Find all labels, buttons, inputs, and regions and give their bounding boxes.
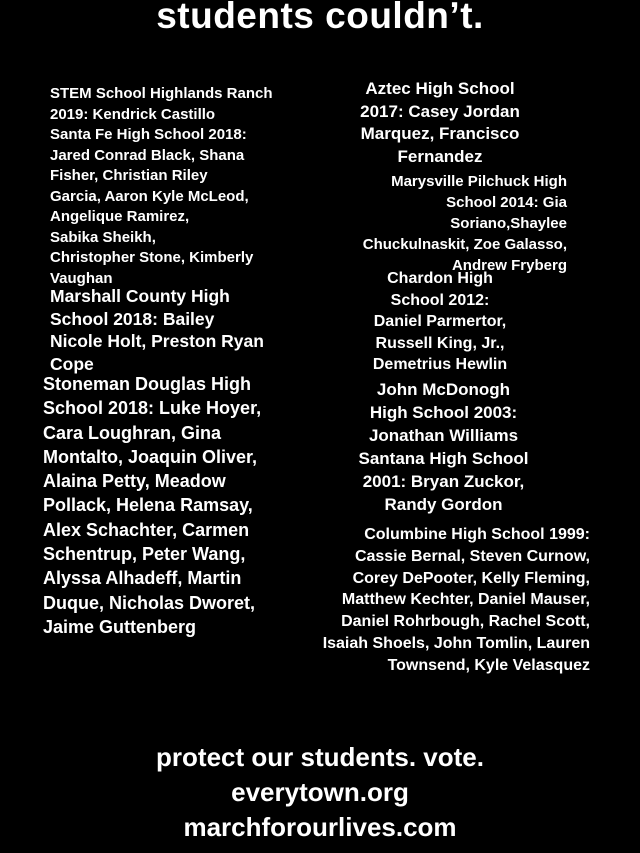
headline: students couldn’t. (156, 0, 484, 36)
victims-block-stoneman-douglas: Stoneman Douglas High School 2018: Luke Hoyer, Cara Loughran, Gina Montalto, Joaquin Oliver, Alaina Petty, Meadow Pollack, Helena Ramsay, Alex Schachter, Carmen Schentrup, Peter Wang, Alyssa Alhadeff, Martin Duque, Nicholas Dworet, Jaime Guttenberg (43, 374, 262, 637)
victims-block-marysville-pilchuck: Marysville Pilchuck High School 2014: Gia Soriano,Shaylee Chuckulnaskit, Zoe Galasso, Andrew Fryberg (362, 173, 567, 274)
victims-block-john-mcdonogh: John McDonogh High School 2003: Jonathan Williams (368, 380, 519, 445)
victims-block-stem-santa-fe: STEM School Highlands Ranch 2019: Kendrick Castillo Santa Fe High School 2018: Jared Conrad Black, Shana Fisher, Christian Riley Garcia, Aaron Kyle McLeod, Angelique Ramirez, Sabika Sheikh, Christopher Stone, Kimberly Vaughan (50, 85, 273, 287)
footer-site-marchforourlives: marchforourlives.com (183, 812, 457, 842)
victims-block-aztec: Aztec High School 2017: Casey Jordan Marquez, Francisco Fernandez (360, 79, 520, 166)
victims-block-chardon: Chardon High School 2012: Daniel Parmertor, Russell King, Jr., Demetrius Hewlin (372, 270, 508, 373)
footer (0, 740, 640, 845)
victims-block-santana: Santana High School 2001: Bryan Zuckor, Randy Gordon (358, 449, 529, 514)
victims-block-columbine: Columbine High School 1999: Cassie Bernal, Steven Curnow, Corey DePooter, Kelly Fleming, Matthew Kechter, Daniel Mauser, Daniel Rohrbough, Rachel Scott, Isaiah Shoels, John Tomlin, Lauren Townsend, Kyle Velasquez (322, 526, 590, 674)
footer-site-everytown: everytown.org (231, 777, 409, 807)
victims-block-marshall-county: Marshall County High School 2018: Bailey Nicole Holt, Preston Ryan Cope (50, 286, 264, 374)
footer-tagline: protect our students. vote. (156, 742, 484, 772)
